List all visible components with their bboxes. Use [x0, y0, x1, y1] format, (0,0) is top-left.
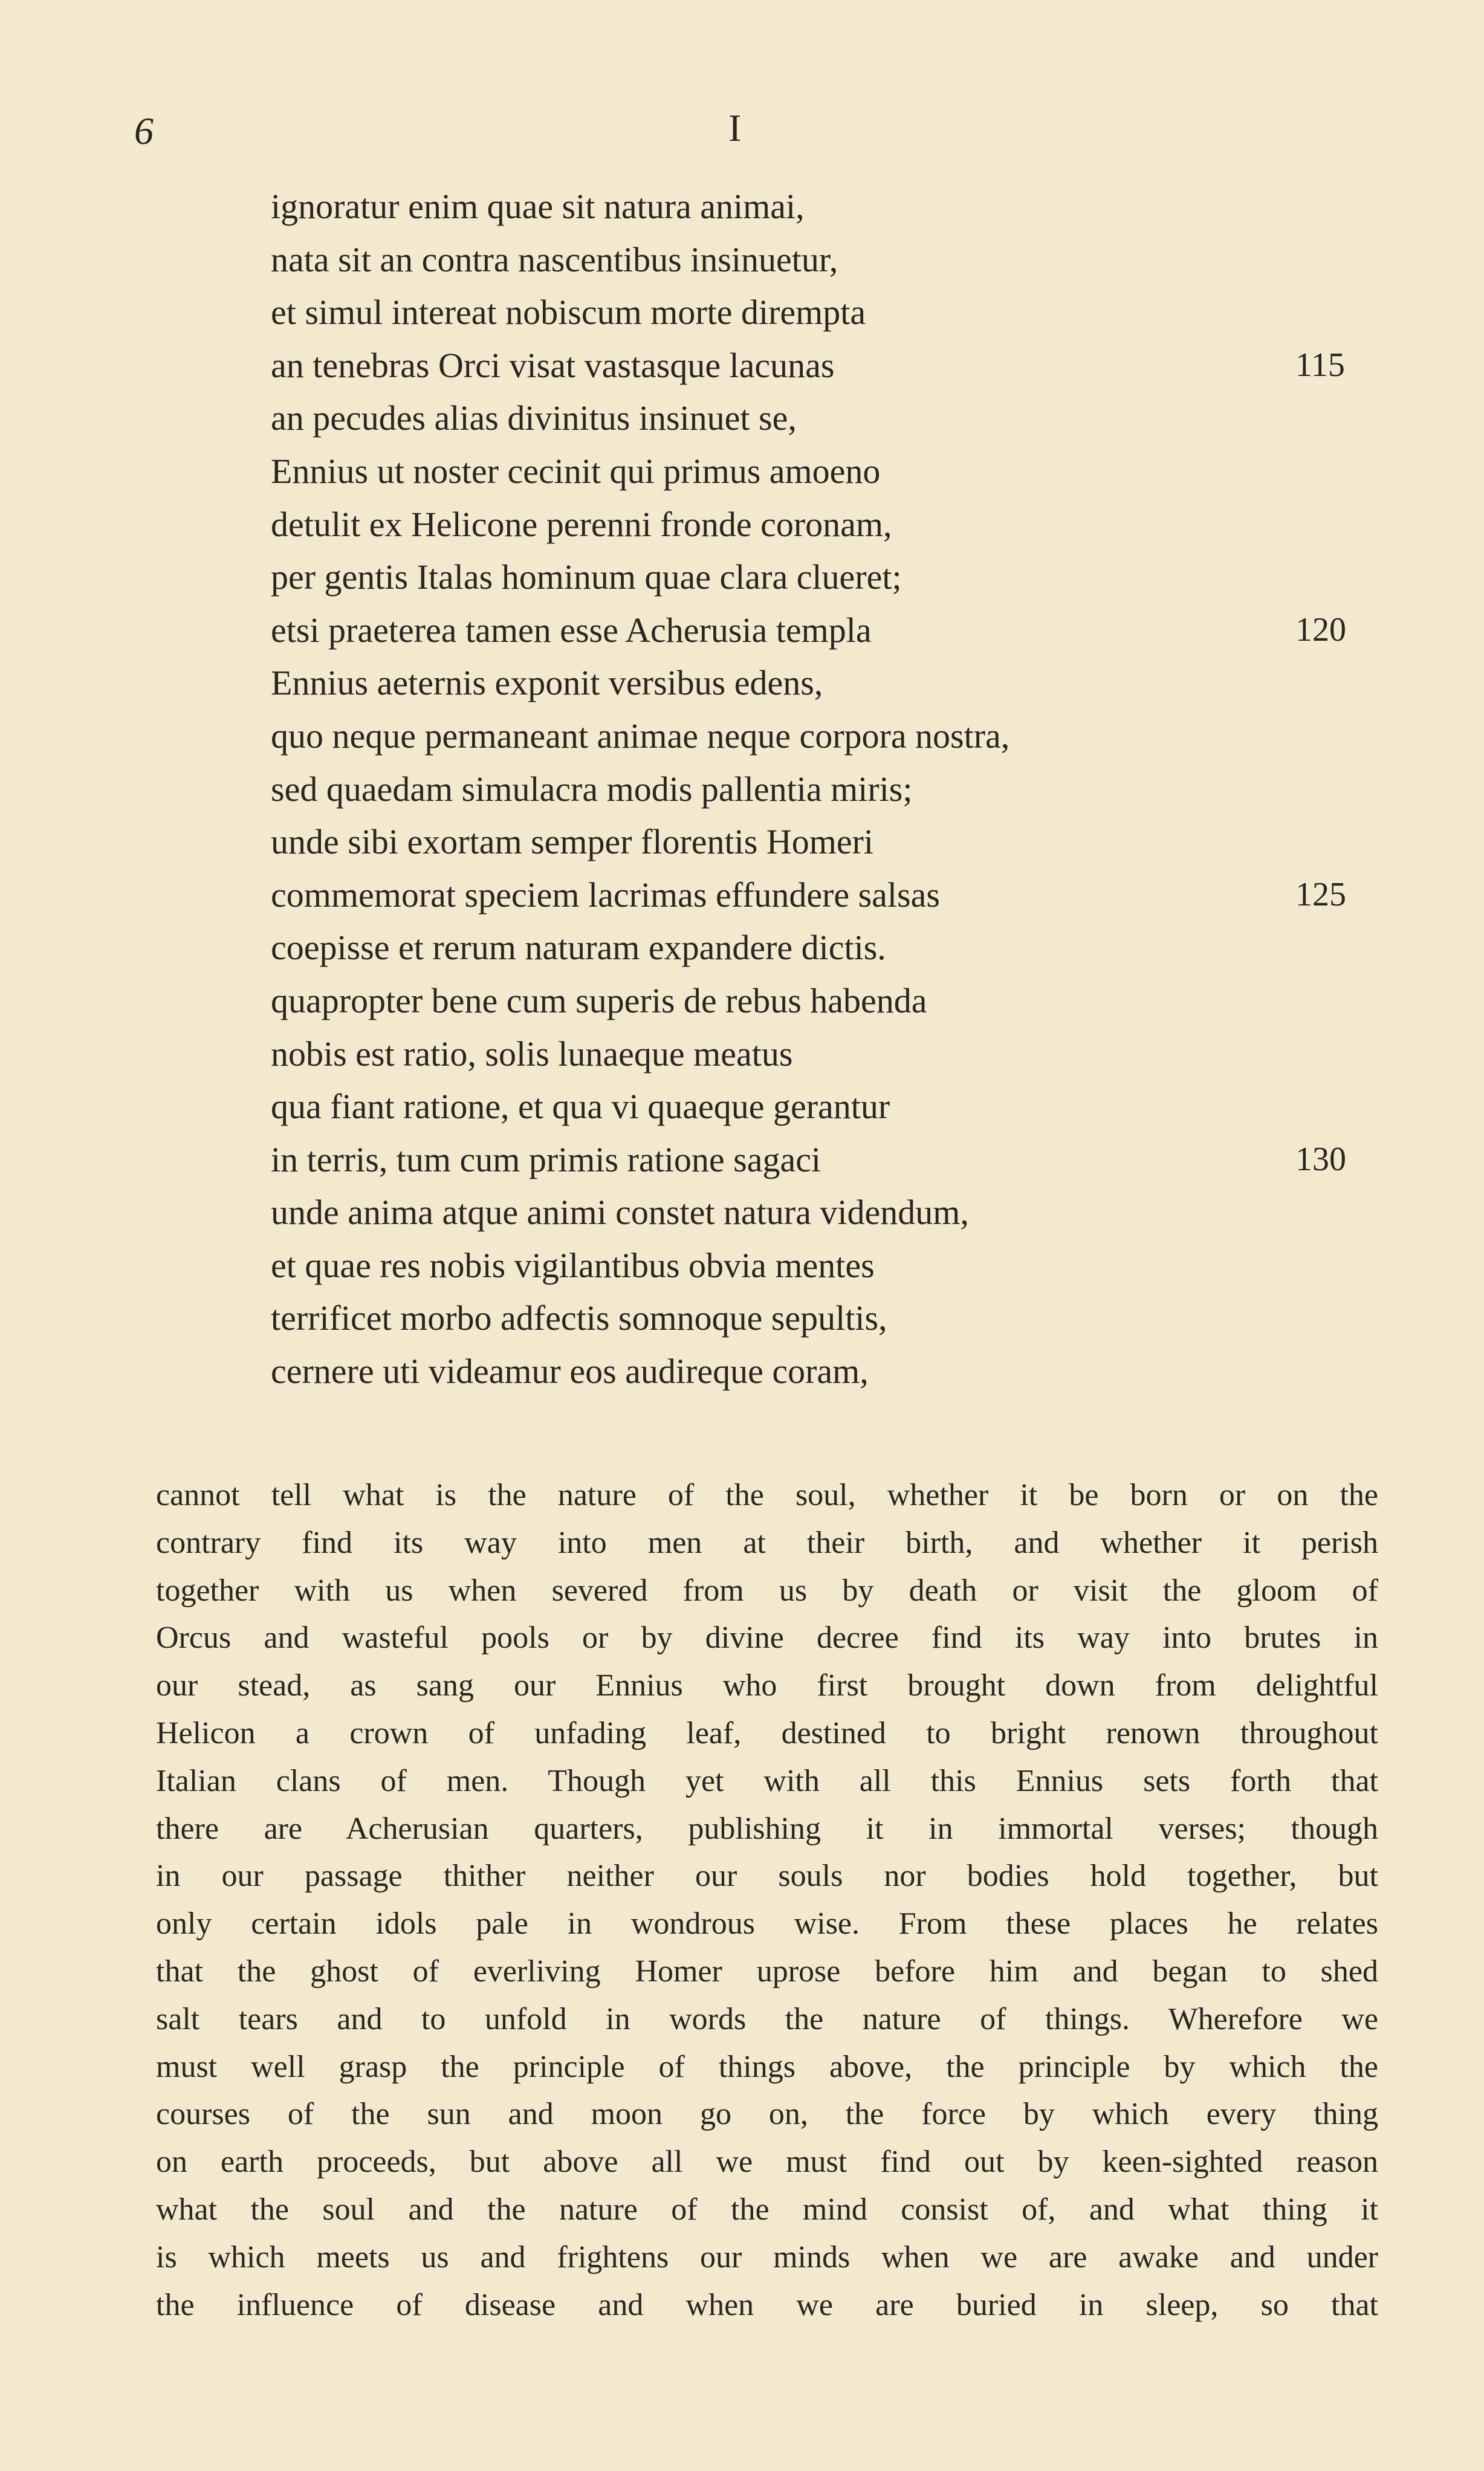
latin-line [271, 1133, 1389, 1187]
latin-line-text: unde anima atque animi constet natura videndum, [271, 1193, 969, 1232]
english-line: is which meets us and frightens our minds when we are awake and under [156, 2239, 1378, 2275]
latin-line [271, 1345, 1389, 1398]
english-line: cannot tell what is the nature of the soul, whether it be born or on the [156, 1478, 1378, 1512]
page-number: 6 [134, 109, 154, 152]
latin-line [271, 604, 1389, 657]
english-translation [156, 1472, 1378, 2329]
latin-line [271, 921, 1389, 974]
latin-line-text: detulit ex Helicone perenni fronde coronam, [271, 504, 892, 544]
english-line: Italian clans of men. Though yet with all this Ennius sets forth that [156, 1763, 1378, 1798]
latin-line [271, 1186, 1389, 1239]
latin-line [271, 974, 1389, 1028]
latin-line [271, 445, 1389, 498]
latin-line [271, 1292, 1389, 1345]
latin-line-text: etsi praeterea tamen esse Acherusia templa [271, 610, 872, 650]
latin-line-text: cernere uti videamur eos audireque coram, [271, 1352, 869, 1391]
latin-line [271, 710, 1389, 763]
english-line: the influence of disease and when we are buried in sleep, so that [156, 2287, 1378, 2322]
line-number: 115 [1295, 346, 1345, 384]
latin-line [271, 815, 1389, 869]
english-line: that the ghost of everliving Homer uprose before him and began to shed [156, 1954, 1378, 1989]
latin-line [271, 392, 1389, 445]
latin-line-text: Ennius aeternis exponit versibus edens, [271, 663, 823, 703]
english-line: Orcus and wasteful pools or by divine decree find its way into brutes in [156, 1621, 1378, 1656]
latin-line-text: an pecudes alias divinitus insinuet se, [271, 398, 797, 438]
english-line: contrary find its way into men at their birth, and whether it perish [156, 1525, 1378, 1560]
latin-line-text: nobis est ratio, solis lunaeque meatus [271, 1034, 793, 1074]
english-line: together with us when severed from us by death or visit the gloom of [156, 1573, 1378, 1608]
line-number: 130 [1295, 1140, 1346, 1178]
english-line: courses of the sun and moon go on, the force by which every thing [156, 2097, 1378, 2132]
latin-line-text: an tenebras Orci visat vastasque lacunas [271, 345, 835, 385]
latin-line-text: qua fiant ratione, et qua vi quaeque gerantur [271, 1087, 890, 1127]
latin-text [271, 180, 1389, 1398]
english-line: only certain idols pale in wondrous wise. From these places he relates [156, 1906, 1378, 1942]
english-line: Helicon a crown of unfading leaf, destined to bright renown throughout [156, 1715, 1378, 1750]
latin-line [271, 1028, 1389, 1081]
latin-line-text: unde sibi exortam semper florentis Homeri [271, 822, 874, 862]
latin-line [271, 498, 1389, 551]
english-line: on earth proceeds, but above all we must find out by keen-sighted reason [156, 2145, 1378, 2180]
latin-line-text: et simul intereat nobiscum morte dirempta [271, 293, 866, 332]
latin-line [271, 869, 1389, 922]
latin-line-text: coepisse et rerum naturam expandere dictis. [271, 928, 886, 968]
latin-line-text: Ennius ut noster cecinit qui primus amoeno [271, 451, 881, 491]
latin-line-text: nata sit an contra nascentibus insinuetur, [271, 239, 838, 279]
latin-line-text: quo neque permaneant animae neque corpora nostra, [271, 716, 1010, 756]
english-line: there are Acherusian quarters, publishing it in immortal verses; though [156, 1811, 1378, 1846]
latin-line-text: sed quaedam simulacra modis pallentia miris; [271, 769, 913, 809]
latin-line-text: quapropter bene cum superis de rebus habenda [271, 980, 927, 1020]
latin-line [271, 286, 1389, 339]
latin-line [271, 180, 1389, 233]
latin-line-text: per gentis Italas hominum quae clara clueret; [271, 557, 902, 597]
latin-line [271, 1239, 1389, 1292]
line-number: 125 [1295, 875, 1346, 913]
latin-line-text: commemorat speciem lacrimas effundere salsas [271, 875, 940, 915]
book-number: I [728, 106, 742, 149]
english-line: must well grasp the principle of things above, the principle by which the [156, 2049, 1378, 2084]
english-line: in our passage thither neither our souls nor bodies hold together, but [156, 1859, 1378, 1894]
latin-line [271, 233, 1389, 287]
line-number: 120 [1295, 610, 1346, 649]
english-line: what the soul and the nature of the mind consist of, and what thing it [156, 2192, 1378, 2227]
latin-line [271, 551, 1389, 604]
english-line: salt tears and to unfold in words the nature of things. Wherefore we [156, 2001, 1378, 2036]
latin-line [271, 1080, 1389, 1133]
latin-line-text: in terris, tum cum primis ratione sagaci [271, 1139, 821, 1179]
latin-line [271, 763, 1389, 816]
latin-line-text: et quae res nobis vigilantibus obvia mentes [271, 1245, 875, 1285]
latin-line [271, 656, 1389, 710]
latin-line-text: ignoratur enim quae sit natura animai, [271, 187, 805, 226]
latin-line [271, 339, 1389, 392]
latin-line-text: terrificet morbo adfectis somnoque sepultis, [271, 1298, 887, 1338]
english-line: our stead, as sang our Ennius who first brought down from delightful [156, 1668, 1378, 1703]
